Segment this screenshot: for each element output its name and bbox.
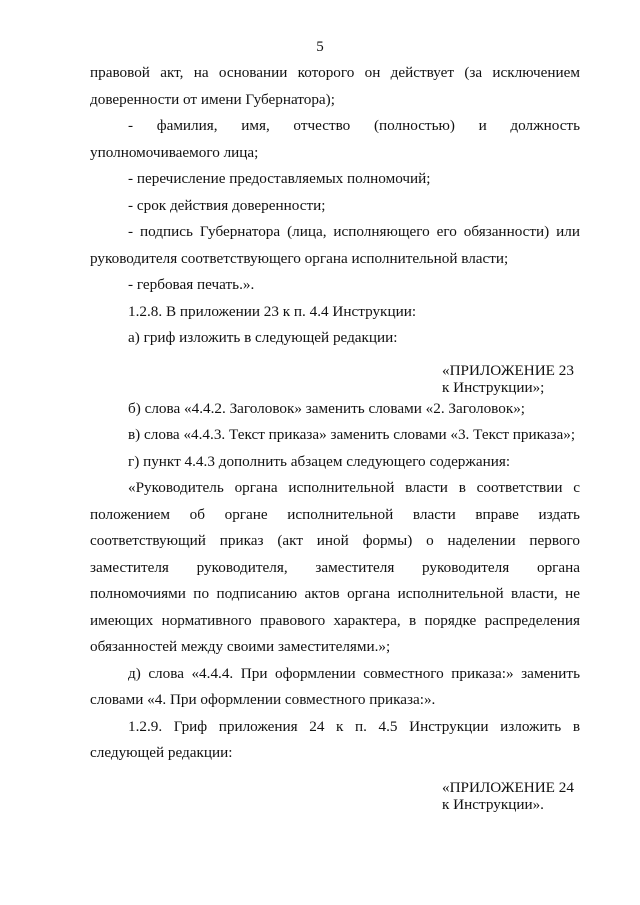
document-body [90,60,580,813]
page-number: 5 [316,39,324,55]
clause-1-2-9: 1.2.9. Гриф приложения 24 к п. 4.5 Инструкции изложить в следующей редакции: [90,717,580,761]
stamp-23-line-2: к Инструкции»; [442,378,545,396]
list-item-powers: - перечисление предоставляемых полномочий; [128,170,431,187]
list-item-seal: - гербовая печать.». [128,276,255,293]
stamp-23-line-1: «ПРИЛОЖЕНИЕ 23 [442,361,574,379]
clause-1-2-8: 1.2.8. В приложении 23 к п. 4.4 Инструкции: [128,302,417,320]
subclause-d: д) слова «4.4.4. При оформлении совместного приказа:» заменить словами «4. При оформлении совместного приказа:». [90,664,580,708]
stamp-appendix-24 [442,767,580,813]
stamp-appendix-23 [442,352,580,396]
quoted-paragraph: «Руководитель органа исполнительной власти в соответствии с положением об органе исполнительной власти вправе издать соответствующий приказ (акт иной формы) о наделении первого заместителя руководителя, заместителя руководителя органа полномочиями по подписанию актов органа исполнительной власти, не имеющих нормативного правового характера, в порядке распределения обязанностей между своими заместителями.»; [90,479,580,655]
list-item-signature: - подпись Губернатора (лица, исполняющего его обязанности) или руководителя соответствующего органа исполнительной власти; [90,223,580,267]
subclause-v: в) слова «4.4.3. Текст приказа» заменить словами «3. Текст приказа»; [128,426,576,443]
subclause-a: а) гриф изложить в следующей редакции: [128,329,398,346]
list-item-term: - срок действия доверенности; [128,196,326,214]
subclause-b: б) слова «4.4.2. Заголовок» заменить словами «2. Заголовок»; [128,399,526,417]
stamp-24-line-1: «ПРИЛОЖЕНИЕ 24 [442,778,574,796]
subclause-g: г) пункт 4.4.3 дополнить абзацем следующего содержания: [128,452,511,470]
paragraph-continuation: правовой акт, на основании которого он действует (за исключением доверенности от имени Губернатора); [90,64,580,108]
list-item-fio: - фамилия, имя, отчество (полностью) и должность уполномочиваемого лица; [90,117,580,161]
stamp-24-line-2: к Инструкции». [442,795,544,813]
